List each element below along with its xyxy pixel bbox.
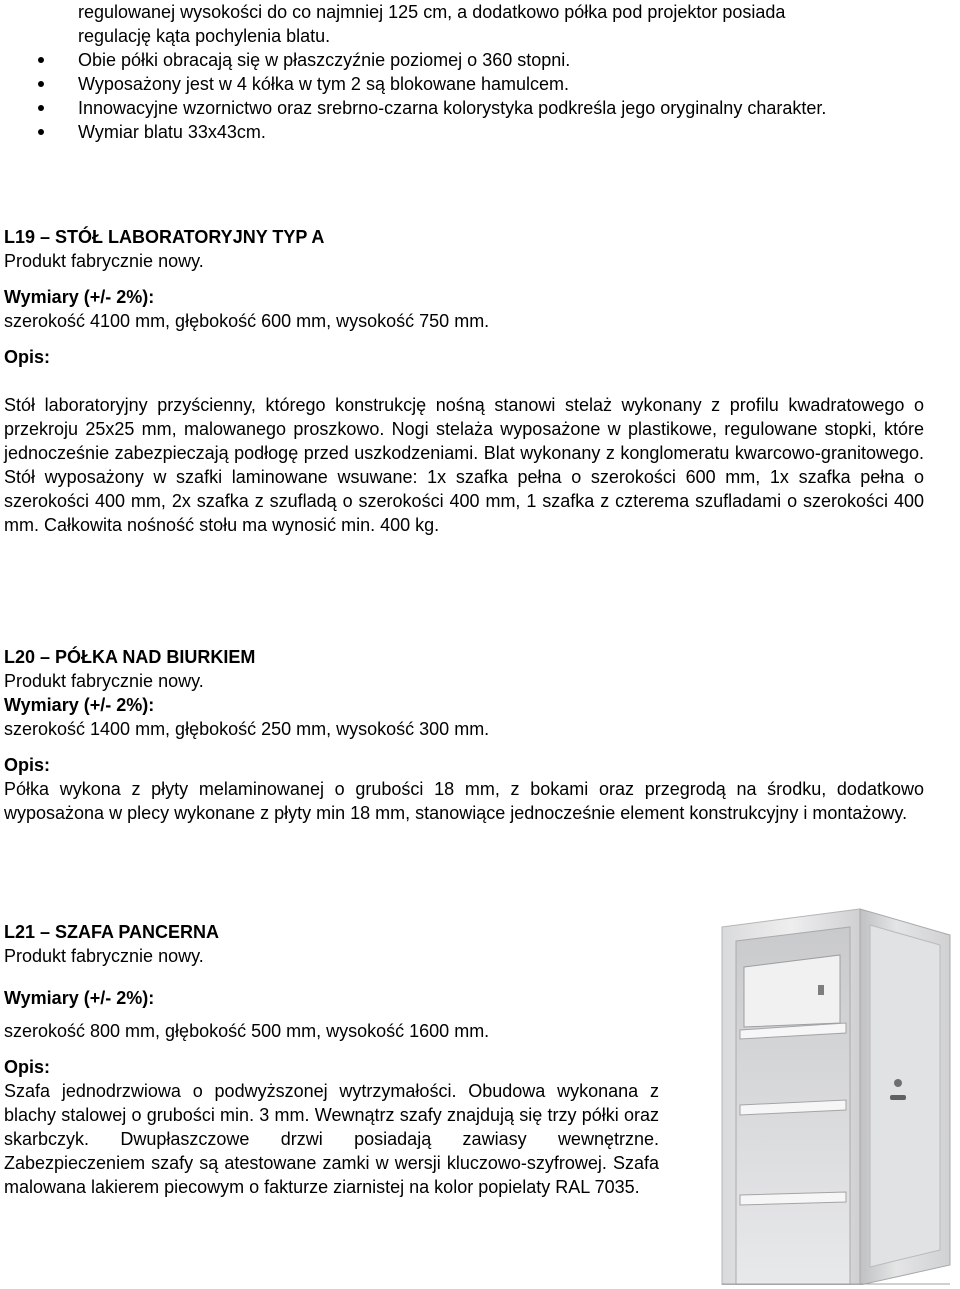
- intro-continuation-line: regulację kąta pochylenia blatu.: [78, 26, 331, 46]
- description-text: Szafa jednodrzwiowa o podwyższonej wytrzymałości. Obudowa wykonana z blachy stalowej o grubości min. 3 mm. Wewnątrz szafy znajdują się trzy półki oraz skarbczyk. Dwupłaszczowe drzwi posiadają zawiasy wewnętrzne. Zabezpieczeniem szafy są atestowane zamki w wersji kluczowo-szyfrowej. Szafa malowana lakierem piecowym o fakturze ziarnistej na kolor popielaty RAL 7035.: [4, 1081, 659, 1197]
- product-section-l19: [4, 225, 924, 537]
- product-status: Produkt fabrycznie nowy.: [4, 671, 204, 691]
- dimensions-label: Wymiary (+/- 2%):: [4, 695, 155, 715]
- bullet-icon: [38, 129, 44, 135]
- product-heading: L21 – SZAFA PANCERNA: [4, 922, 220, 942]
- safe-product-image: [700, 905, 955, 1285]
- safe-keyhole: [894, 1079, 902, 1087]
- dimensions-label: Wymiary (+/- 2%):: [4, 287, 155, 307]
- description-label: Opis:: [4, 347, 51, 367]
- feature-text: Wymiar blatu 33x43cm.: [78, 122, 266, 142]
- bullet-icon: [38, 57, 44, 63]
- feature-list-item: [78, 48, 928, 72]
- feature-list-item: [78, 120, 928, 144]
- feature-text: Obie półki obracają się w płaszczyźnie poziomej o 360 stopni.: [78, 50, 571, 70]
- description-text: Półka wykona z płyty melaminowanej o grubości 18 mm, z bokami oraz przegrodą na środku, dodatkowo wyposażona w plecy wykonane z płyty min 18 mm, stanowiące jednocześnie element konstrukcyjny i montażowy.: [4, 779, 924, 823]
- feature-list-item: [78, 72, 928, 96]
- bullet-icon: [38, 81, 44, 87]
- bullet-icon: [38, 105, 44, 111]
- dimensions-value: szerokość 1400 mm, głębokość 250 mm, wysokość 300 mm.: [4, 719, 490, 739]
- strongbox-lock: [818, 985, 824, 995]
- safe-handle: [890, 1095, 906, 1100]
- feature-list-item: [78, 96, 928, 120]
- dimensions-label: Wymiary (+/- 2%):: [4, 988, 155, 1008]
- description-label: Opis:: [4, 755, 51, 775]
- intro-block: [78, 0, 928, 144]
- product-status: Produkt fabrycznie nowy.: [4, 251, 204, 271]
- dimensions-value: szerokość 800 mm, głębokość 500 mm, wysokość 1600 mm.: [4, 1021, 490, 1041]
- description-text: Stół laboratoryjny przyścienny, którego konstrukcję nośną stanowi stelaż wykonany z profilu kwadratowego o przekroju 25x25 mm, malowanego proszkowo. Nogi stelaża wyposażone w plastikowe, regulowane stopki, które jednocześnie zabezpieczają podłogę przed uszkodzeniami. Blat wykonany z konglomeratu kwarcowo-granitowego. Stół wyposażony w szafki laminowane wsuwane: 1x szafka pełna o szerokości 600 mm, 1x szafka pełna o szerokości 400 mm, 2x szafka z szufladą o szerokości 400 mm, 1 szafka z czterema szufladami o szerokości 400 mm. Całkowita nośność stołu ma wynosić min. 400 kg.: [4, 395, 924, 535]
- product-section-l20: [4, 645, 924, 825]
- dimensions-value: szerokość 4100 mm, głębokość 600 mm, wysokość 750 mm.: [4, 311, 490, 331]
- description-label: Opis:: [4, 1057, 51, 1077]
- feature-list: [78, 48, 928, 144]
- product-heading: L19 – STÓŁ LABORATORYJNY TYP A: [4, 227, 325, 247]
- intro-continuation-line: regulowanej wysokości do co najmniej 125 cm, a dodatkowo półka pod projektor posiada: [78, 2, 786, 22]
- feature-text: Innowacyjne wzornictwo oraz srebrno-czarna kolorystyka podkreśla jego oryginalny charakter.: [78, 98, 827, 118]
- product-heading: L20 – PÓŁKA NAD BIURKIEM: [4, 647, 256, 667]
- product-status: Produkt fabrycznie nowy.: [4, 946, 204, 966]
- safe-strongbox: [744, 955, 840, 1027]
- feature-text: Wyposażony jest w 4 kółka w tym 2 są blokowane hamulcem.: [78, 74, 570, 94]
